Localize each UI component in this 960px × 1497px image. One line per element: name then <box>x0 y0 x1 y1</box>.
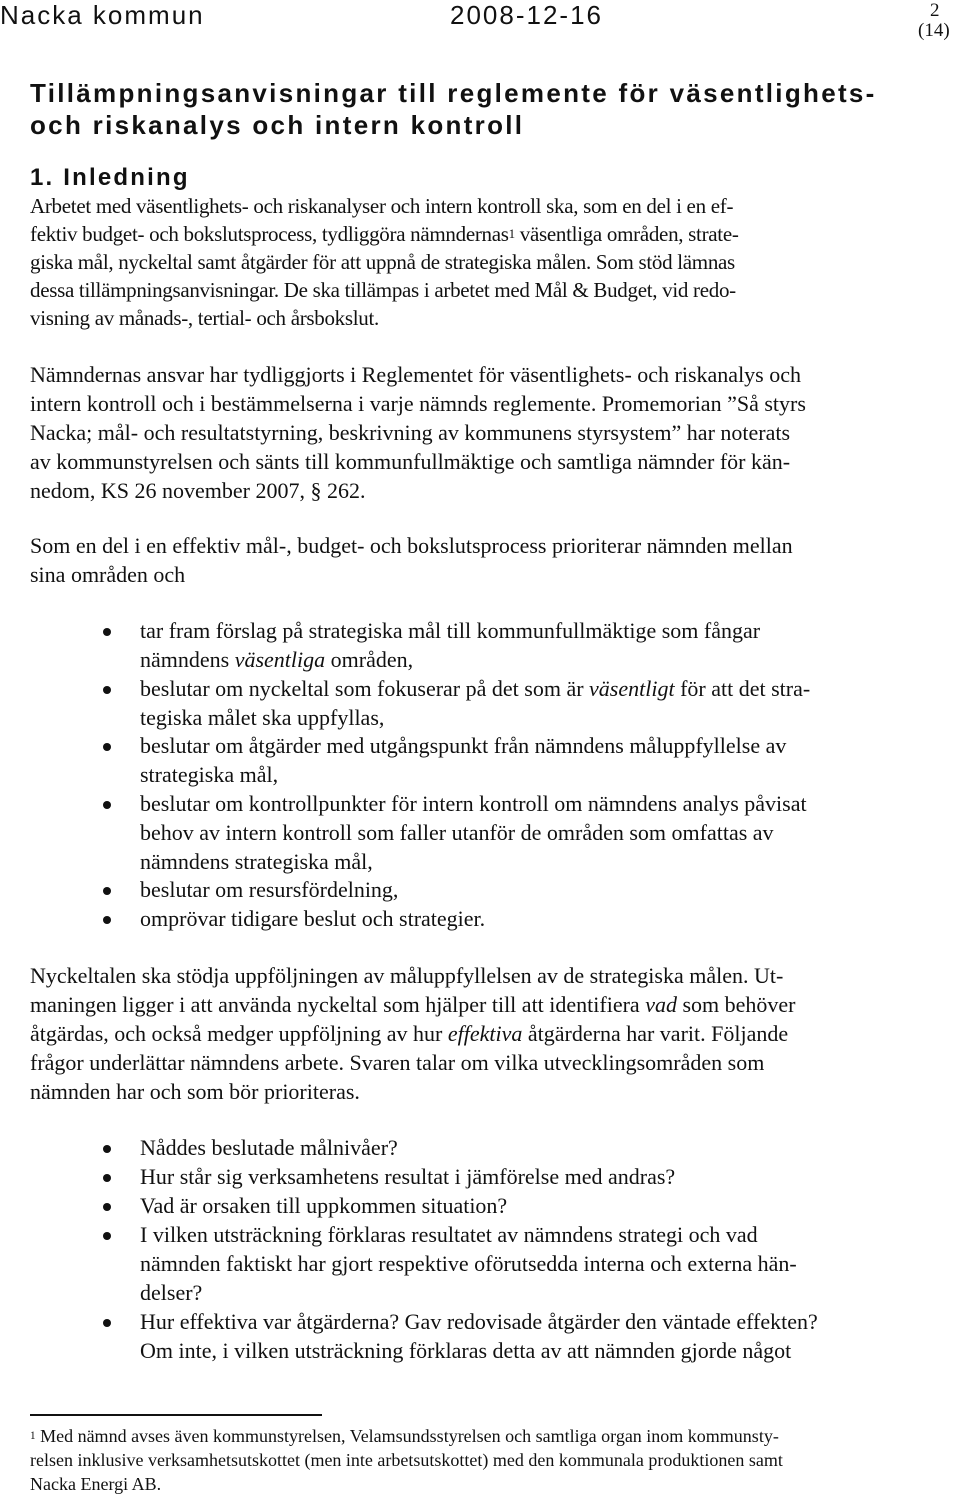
bullet-icon <box>103 887 111 895</box>
bullet-icon <box>103 628 111 636</box>
text-run: Med nämnd avses även kommunstyrelsen, Velamsundsstyrelsen och samtliga organ inom kommunsty- <box>35 1426 779 1446</box>
footnote-separator <box>30 1414 322 1416</box>
text-run: maningen ligger i att använda nyckeltal som hjälper till att identifiera <box>30 992 646 1017</box>
bullet-icon <box>103 1232 111 1240</box>
paragraph-2-line: av kommunstyrelsen och sänts till kommunfullmäktige och samtliga nämnder för kän- <box>30 449 791 474</box>
paragraph-3-line: Som en del i en effektiv mål-, budget- och bokslutsprocess prioriterar nämnden mellan <box>30 533 793 558</box>
bullet-icon <box>103 801 111 809</box>
text-run: väsentliga områden, strate- <box>514 222 739 246</box>
paragraph-2-line: intern kontroll och i bestämmelserna i varje nämnds reglemente. Promemorian ”Så styrs <box>30 391 806 416</box>
list-item: beslutar om åtgärder med utgångspunkt från nämndens måluppfyllelse av <box>140 733 787 758</box>
paragraph-2-line: nedom, KS 26 november 2007, § 262. <box>30 478 366 503</box>
list-item-continuation: delser? <box>140 1280 203 1305</box>
text-run: nämndens <box>140 647 235 672</box>
footnote-line: Nacka Energi AB. <box>30 1474 162 1494</box>
bullet-icon <box>103 916 111 924</box>
text-run: åtgärderna har varit. Följande <box>522 1021 789 1046</box>
list-item-continuation: nämnden faktiskt har gjort respektive oförutsedda interna och externa hän- <box>140 1251 797 1276</box>
paragraph-2-line: Nämndernas ansvar har tydliggjorts i Reglementet för väsentlighets- och riskanalys och <box>30 362 802 387</box>
list-item: Nåddes beslutade målnivåer? <box>140 1135 398 1160</box>
paragraph-4-line <box>30 1021 788 1047</box>
paragraph-4-line: Nyckeltalen ska stödja uppföljningen av måluppfyllelsen av de strategiska målen. Ut- <box>30 963 784 988</box>
text-run: åtgärdas, och också medger uppföljning av hur <box>30 1021 448 1046</box>
page-number: 2 <box>930 0 940 21</box>
list-item-continuation: strategiska mål, <box>140 762 279 787</box>
bullet-icon <box>103 1203 111 1211</box>
document-title-line-1: Tillämpningsanvisningar till reglemente för väsentlighets- <box>30 78 877 108</box>
paragraph-4-line: nämnden har och som bör prioriteras. <box>30 1079 360 1104</box>
list-item-continuation: behov av intern kontroll som faller utanför de områden som omfattas av <box>140 820 774 845</box>
list-item-continuation: Om inte, i vilken utsträckning förklaras detta av att nämnden gjorde något <box>140 1338 792 1363</box>
emphasis: vad <box>645 992 677 1017</box>
header-date: 2008-12-16 <box>450 0 603 30</box>
list-item-continuation <box>140 647 413 673</box>
bullet-icon <box>103 1174 111 1182</box>
bullet-icon <box>103 743 111 751</box>
emphasis: väsentligt <box>589 676 675 701</box>
bullet-icon <box>103 686 111 694</box>
footnote-marker: 1 <box>30 1430 36 1443</box>
text-run: som behöver <box>676 992 796 1017</box>
text-run: fektiv budget- och bokslutsprocess, tydliggöra nämndernas <box>30 222 509 246</box>
document-title-line-2: och riskanalys och intern kontroll <box>30 110 525 140</box>
paragraph-2-line: Nacka; mål- och resultatstyrning, beskrivning av kommunens styrsystem” har noterats <box>30 420 791 445</box>
bullet-icon <box>103 1319 111 1327</box>
paragraph-1-line: visning av månads-, tertial- och årsbokslut. <box>30 306 379 330</box>
paragraph-4-line: frågor underlättar nämndens arbete. Svaren talar om vilka utvecklingsområden som <box>30 1050 765 1075</box>
footnote-line: relsen inklusive verksamhetsutskottet (men inte arbetsutskottet) med den kommunala produktionen samt <box>30 1450 783 1470</box>
paragraph-3-line: sina områden och <box>30 562 186 587</box>
list-item: Hur står sig verksamhetens resultat i jämförelse med andras? <box>140 1164 676 1189</box>
emphasis: effektiva <box>447 1021 523 1046</box>
footnote-reference[interactable]: 1 <box>508 225 515 241</box>
list-item: beslutar om resursfördelning, <box>140 877 399 902</box>
header-organization: Nacka kommun <box>0 0 205 30</box>
paragraph-1-line: Arbetet med väsentlighets- och riskanalyser och intern kontroll ska, som en del i en ef- <box>30 194 734 218</box>
paragraph-1-line: giska mål, nyckeltal samt åtgärder för att uppnå de strategiska målen. Som stöd lämnas <box>30 250 735 274</box>
text-run: beslutar om nyckeltal som fokuserar på det som är <box>140 676 590 701</box>
list-item-continuation: tegiska målet ska uppfyllas, <box>140 705 385 730</box>
paragraph-1-line <box>30 222 739 247</box>
list-item: Hur effektiva var åtgärderna? Gav redovisade åtgärder den väntade effekten? <box>140 1309 818 1334</box>
section-heading: 1. Inledning <box>30 164 190 191</box>
text-run: för att det stra- <box>674 676 811 701</box>
page-total: (14) <box>918 20 950 41</box>
list-item <box>140 676 810 702</box>
list-item-continuation: nämndens strategiska mål, <box>140 849 373 874</box>
footnote-line <box>30 1426 779 1447</box>
paragraph-1-line: dessa tillämpningsanvisningar. De ska tillämpas i arbetet med Mål & Budget, vid redo- <box>30 278 736 302</box>
list-item: omprövar tidigare beslut och strategier. <box>140 906 486 931</box>
list-item: Vad är orsaken till uppkommen situation? <box>140 1193 508 1218</box>
text-run: områden, <box>325 647 414 672</box>
list-item: I vilken utsträckning förklaras resultatet av nämndens strategi och vad <box>140 1222 758 1247</box>
emphasis: väsentliga <box>234 647 326 672</box>
list-item: beslutar om kontrollpunkter för intern kontroll om nämndens analys påvisat <box>140 791 807 816</box>
list-item: tar fram förslag på strategiska mål till kommunfullmäktige som fångar <box>140 618 761 643</box>
paragraph-4-line <box>30 992 795 1018</box>
bullet-icon <box>103 1145 111 1153</box>
